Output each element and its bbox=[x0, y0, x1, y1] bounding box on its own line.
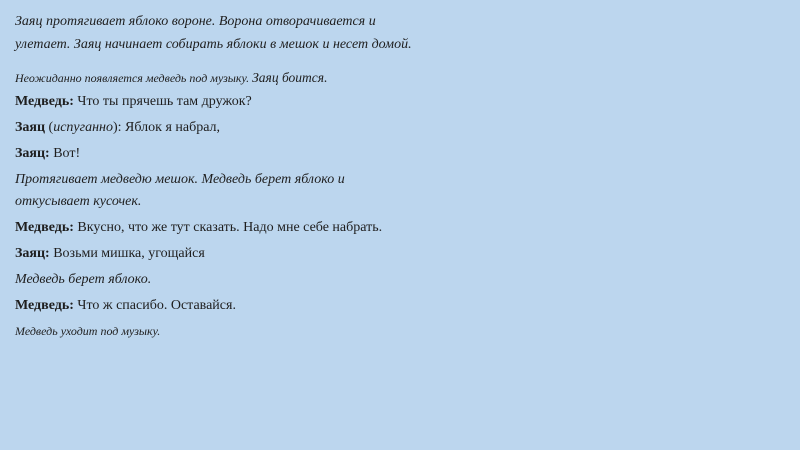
stage-direction-tail: Заяц боится. bbox=[252, 70, 328, 85]
stage-direction-bear-takes-apple: Медведь берет яблоко. bbox=[15, 272, 152, 287]
parenthetical: испуганно bbox=[53, 120, 113, 135]
dialogue-text: Вкусно, что же тут сказать. Надо мне себе набрать. bbox=[77, 220, 383, 235]
speaker-label: Медведь: bbox=[15, 298, 74, 313]
dialogue-text: Что ж спасибо. Оставайся. bbox=[77, 298, 236, 313]
stage-direction-bear-leaves: Медведь уходит под музыку. bbox=[15, 324, 161, 338]
speaker-label: Заяц: bbox=[15, 146, 50, 161]
stage-direction-main: Неожиданно появляется медведь под музыку. bbox=[15, 71, 250, 85]
dialogue-line-bear-2 bbox=[15, 217, 395, 239]
paren-close: ): bbox=[112, 120, 122, 135]
dialogue-line-bear-3 bbox=[15, 295, 780, 317]
dialogue-text: Возьми мишка, угощайся bbox=[53, 246, 205, 261]
stage-direction-hands-sack: Протягивает медведю мешок. Медведь берет яблоко и откусывает кусочек. bbox=[15, 172, 345, 209]
dialogue-text: Вот! bbox=[53, 146, 81, 161]
dialogue-line-bear-1 bbox=[15, 91, 780, 113]
speaker-label: Медведь: bbox=[15, 220, 74, 235]
speaker-label: Заяц: bbox=[15, 246, 50, 261]
dialogue-line-hare-3 bbox=[15, 243, 780, 265]
intro-stage-direction: Заяц протягивает яблоко вороне. Ворона отворачивается и улетает. Заяц начинает собирать яблоки в мешок и несет домой. bbox=[15, 14, 412, 52]
dialogue-text: Яблок я набрал, bbox=[125, 120, 221, 135]
speaker-label: Медведь: bbox=[15, 94, 74, 109]
dialogue-text: Что ты прячешь там дружок? bbox=[77, 94, 252, 109]
paren-open: ( bbox=[48, 120, 54, 135]
speaker-label: Заяц bbox=[15, 120, 46, 135]
dialogue-line-hare-1 bbox=[15, 117, 780, 139]
stage-direction-bear-appears bbox=[15, 69, 780, 87]
dialogue-line-hare-2 bbox=[15, 143, 780, 165]
